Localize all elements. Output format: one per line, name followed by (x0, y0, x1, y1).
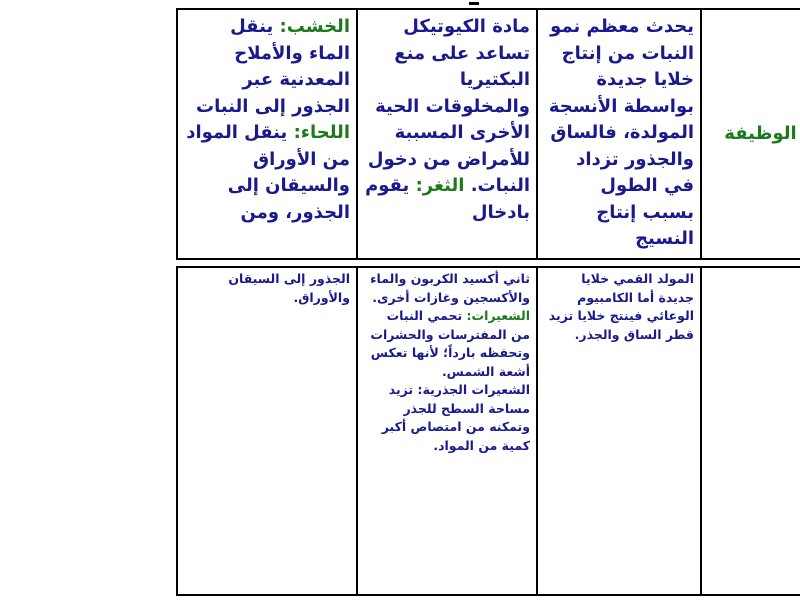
vascular-continuation-cell (177, 267, 357, 595)
xylem-label: الخشب: (279, 16, 350, 37)
xylem-phloem-cell (177, 9, 357, 259)
stomata-text: يقوم بادخال (365, 175, 530, 223)
meristem-continuation-cell (537, 267, 701, 595)
root-hairs-text: تزيد مساحة السطح للجذر وتمكنه من امتصاص أكبر كمية من المواد. (381, 382, 530, 453)
dermal-continuation-cell (357, 267, 537, 595)
function-label-cell (701, 9, 800, 259)
vascular-text: الجذور إلى السيقان والأوراق. (228, 271, 350, 305)
upper-table (176, 8, 800, 260)
gases-text: ثاني أكسيد الكربون والماء والأكسجين وغازات أخرى. (370, 271, 530, 305)
hairs-text: تحمي النبات من المفترسات والحشرات وتحفظه بارداً؛ لأنها تعكس أشعة الشمس. (370, 308, 530, 379)
phloem-label: اللحاء: (293, 122, 350, 143)
table-row (177, 267, 800, 595)
stomata-label: الثغر: (415, 175, 465, 196)
root-hairs-label: الشعيرات الجذرية: (417, 382, 530, 397)
page-fragment-mark (469, 2, 479, 5)
root-hairs-block (364, 381, 530, 455)
function-label: الوظيفة (724, 122, 797, 144)
meristem-cell (537, 9, 701, 259)
phloem-text: ينقل المواد من الأوراق والسيقان إلى الجذور، ومن (186, 122, 350, 223)
cuticle-stomata-cell (357, 9, 537, 259)
table-row (177, 9, 800, 259)
cuticle-text: مادة الكيوتيكل تساعد على منع البكتيريا والمخلوقات الحية الأخرى المسببة للأمراض من دخول النبات. (367, 16, 530, 196)
meristem-continuation-text: المولد القمي خلايا جديدة أما الكامبيوم الوعائي فينتج خلايا تزيد قطر الساق والجذر. (548, 271, 694, 342)
xylem-text: ينقل الماء والأملاح المعدنية عبر الجذور إلى النبات (196, 16, 350, 117)
meristem-text: يحدث معظم نمو النبات من إنتاج خلايا جديدة بواسطة الأنسجة المولدة، فالساق والجذور تزداد في الطول بسبب إنتاج النسيج (548, 16, 694, 249)
lower-table (176, 266, 800, 596)
empty-label-cell (701, 267, 800, 595)
hairs-label: الشعيرات: (466, 308, 530, 323)
